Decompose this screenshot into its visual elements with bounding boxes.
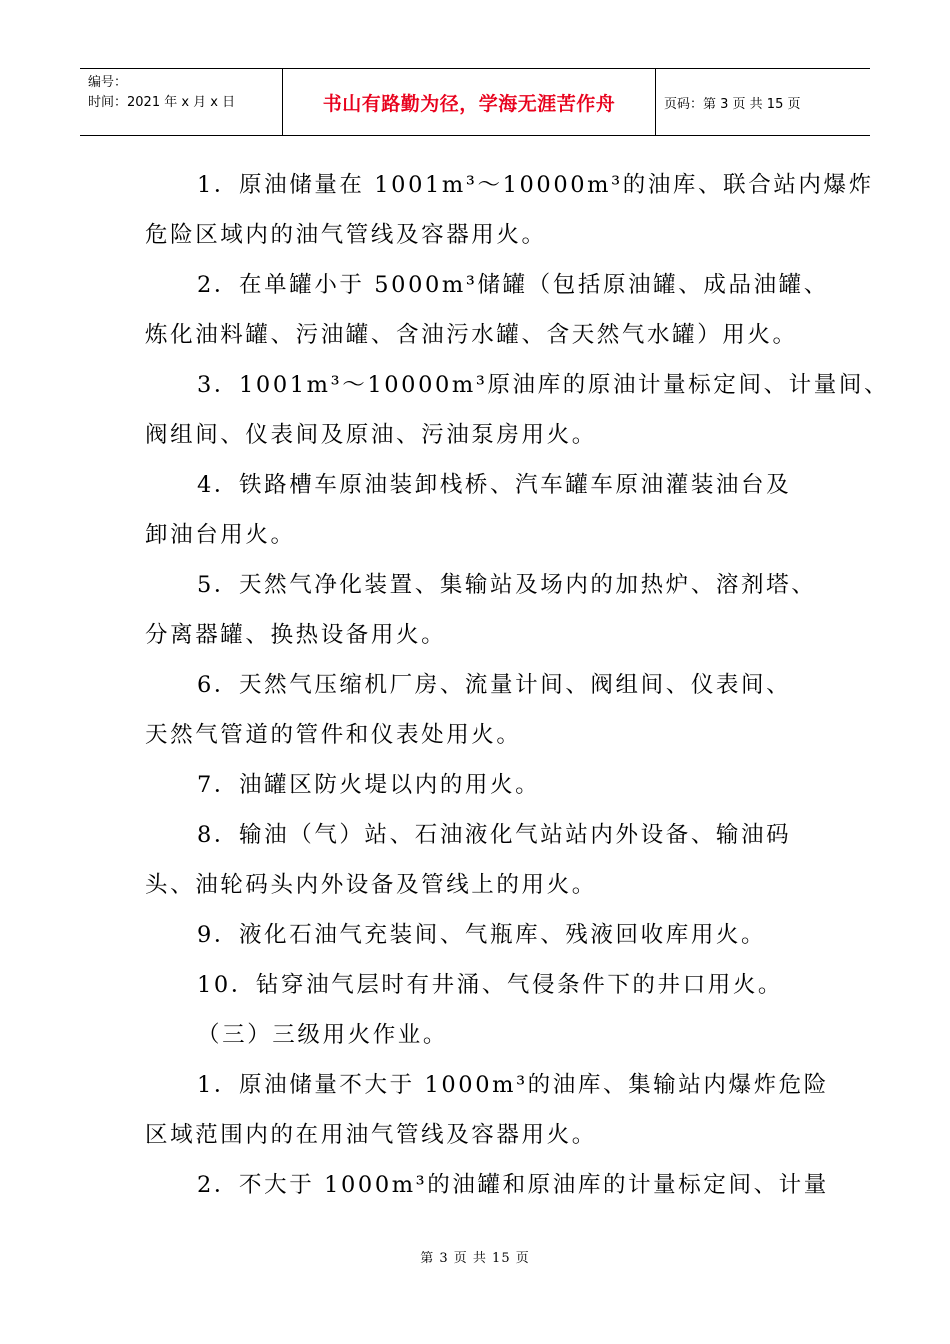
header-motto: 书山有路勤为径，学海无涯苦作舟 [322, 92, 616, 115]
text-line: 9．液化石油气充装间、气瓶库、残液回收库用火。 [197, 922, 767, 948]
text-line: （三）三级用火作业。 [197, 1022, 449, 1048]
text-line: 6．天然气压缩机厂房、流量计间、阀组间、仪表间、 [197, 672, 792, 698]
page-footer: 第 3 页 共 15 页 [420, 1251, 530, 1266]
text-line: 3．1001m³～10000m³原油库的原油计量标定间、计量间、 [197, 372, 890, 398]
text-line: 10．钻穿油气层时有井涌、气侵条件下的井口用火。 [197, 972, 784, 998]
text-line: 7．油罐区防火堤以内的用火。 [197, 772, 541, 798]
text-line: 2．在单罐小于 5000m³储罐（包括原油罐、成品油罐、 [197, 272, 829, 298]
text-line: 危险区域内的油气管线及容器用火。 [145, 222, 547, 248]
text-line: 5．天然气净化装置、集输站及场内的加热炉、溶剂塔、 [197, 572, 817, 598]
text-line: 1．原油储量不大于 1000m³的油库、集输站内爆炸危险 [197, 1072, 829, 1098]
document-body [145, 160, 890, 1210]
header-page-cell [656, 69, 870, 135]
text-line: 1．原油储量在 1001m³～10000m³的油库、联合站内爆炸 [197, 172, 874, 198]
header-meta [80, 69, 282, 135]
text-line: 卸油台用火。 [145, 522, 296, 548]
text-line: 炼化油料罐、污油罐、含油污水罐、含天然气水罐）用火。 [145, 322, 798, 348]
document-number-label: 编号： [88, 75, 128, 90]
header-page-label: 页码：第 3 页 共 15 页 [664, 96, 801, 112]
text-line: 阀组间、仪表间及原油、污油泵房用火。 [145, 422, 597, 448]
text-line: 2．不大于 1000m³的油罐和原油库的计量标定间、计量 [197, 1172, 829, 1198]
document-date-label: 时间：2021 年 x 月 x 日 [88, 95, 236, 110]
text-line: 头、油轮码头内外设备及管线上的用火。 [145, 872, 597, 898]
text-line: 分离器罐、换热设备用火。 [145, 622, 447, 648]
document-header [80, 68, 870, 136]
text-line: 4．铁路槽车原油装卸栈桥、汽车罐车原油灌装油台及 [197, 472, 792, 498]
header-motto-cell [282, 69, 656, 135]
text-line: 8．输油（气）站、石油液化气站站内外设备、输油码 [197, 822, 792, 848]
text-line: 区域范围内的在用油气管线及容器用火。 [145, 1122, 597, 1148]
text-line: 天然气管道的管件和仪表处用火。 [145, 722, 522, 748]
body-text [145, 160, 890, 1210]
